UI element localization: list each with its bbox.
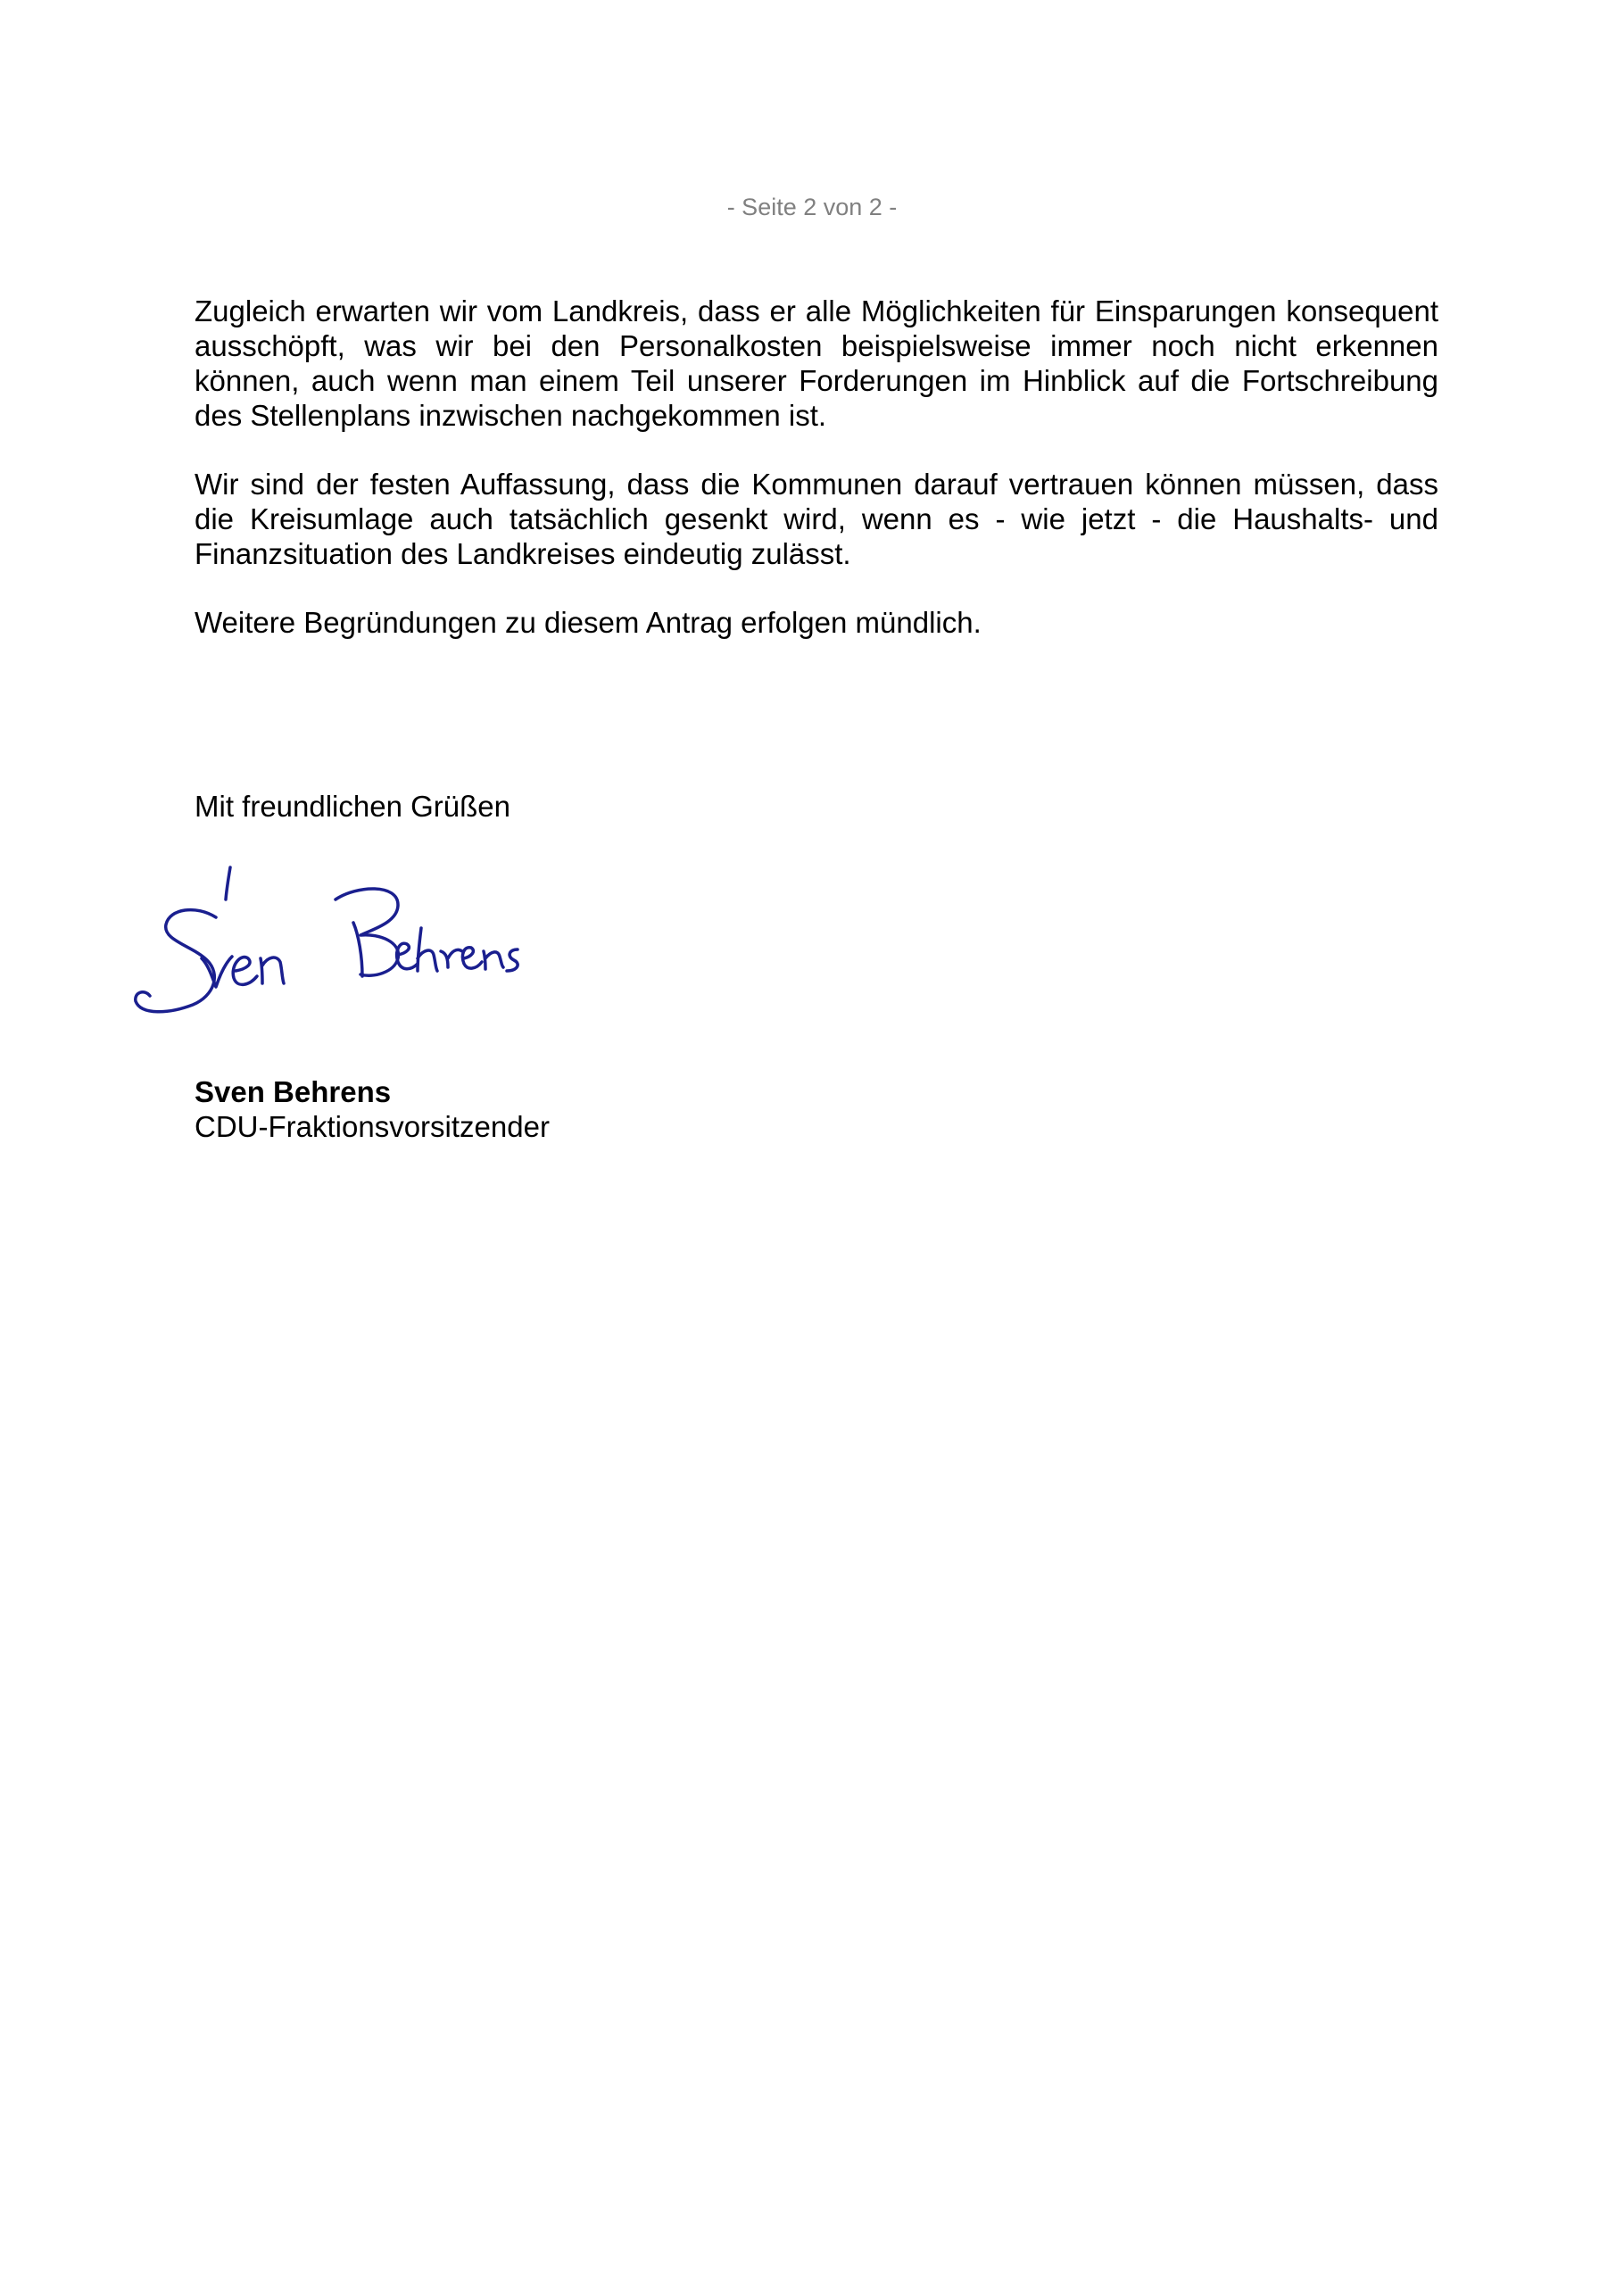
paragraph-further-reasons: Weitere Begründungen zu diesem Antrag erfolgen mündlich. — [195, 606, 982, 639]
closing-greeting: Mit freundlichen Grüßen — [195, 790, 510, 823]
paragraph-savings: Zugleich erwarten wir vom Landkreis, dass er alle Möglichkeiten für Einsparungen konsequent ausschöpft, was wir bei den Personalkosten beispielsweise immer noch nicht erkennen können, auch wenn man einem Teil unserer Forderungen im Hinblick auf die Fortschreibung des Stellenplans inzwischen nachgekommen ist. — [195, 294, 1438, 432]
signer-role: CDU-Fraktionsvorsitzender — [195, 1110, 550, 1143]
signer-name: Sven Behrens — [195, 1075, 392, 1108]
paragraph-kreisumlage: Wir sind der festen Auffassung, dass die Kommunen darauf vertrauen können müssen, dass die Kreisumlage auch tatsächlich gesenkt wird, wenn es - wie jetzt - die Haushalts- und Finanzsituation des Landkreises eindeutig zulässt. — [195, 468, 1438, 570]
page-number: - Seite 2 von 2 - — [726, 194, 898, 220]
handwritten-signature — [134, 866, 616, 1044]
